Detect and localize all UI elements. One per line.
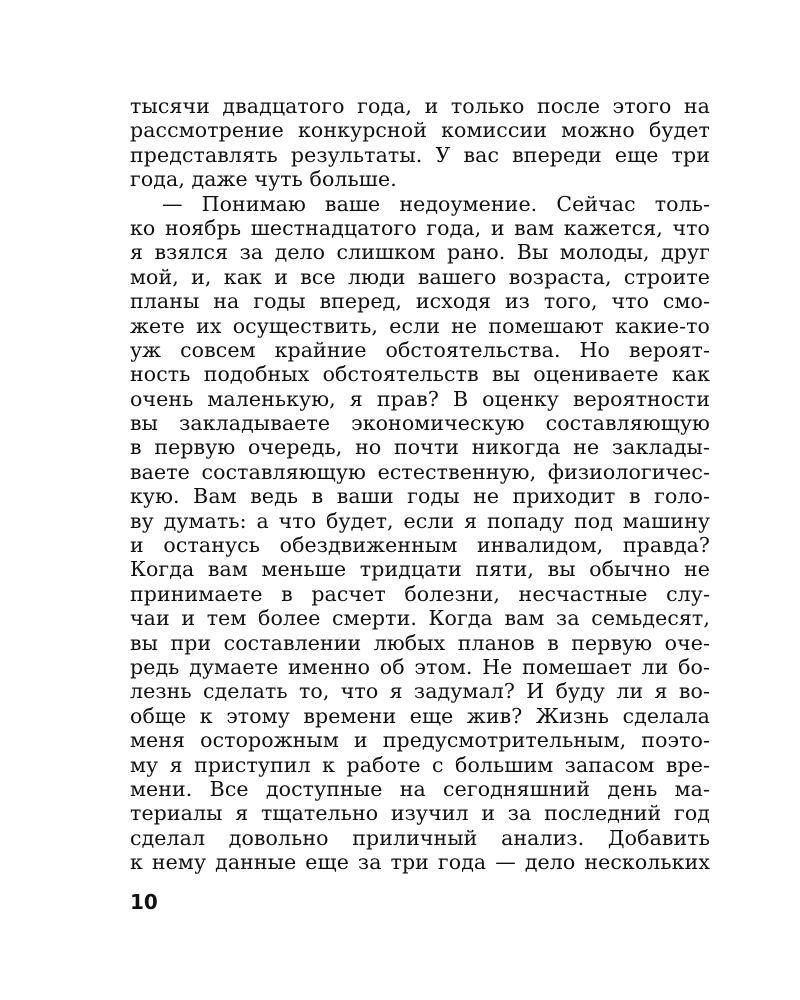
text-line: мени. Все доступные на сегодняшний день ма- [130,776,710,801]
text-line: очень маленькую, я прав? В оценку вероятности [130,386,710,411]
text-line: — Понимаю ваше недоумение. Сейчас толь- [162,191,710,216]
text-line: жете их осуществить, если не помешают какие-то [130,313,710,338]
text-line: обще к этому времени еще жив? Жизнь сделала [130,703,710,728]
page-number: 10 [130,890,158,914]
text-line: ваете составляющую естественную, физиологичес- [130,459,710,484]
text-line: представлять результаты. У вас впереди еще три [130,142,710,167]
text-line: рассмотрение конкурсной комиссии можно будет [130,118,710,143]
text-line: вы закладываете экономическую составляющую [130,411,710,436]
text-line: к нему данные еще за три года — дело нескольких [130,850,710,875]
text-line: ко ноябрь шестнадцатого года, и вам кажется, что [130,215,710,240]
text-line: териалы я тщательно изучил и за последний год [130,801,710,826]
text-line: чаи и тем более смерти. Когда вам за семьдесят, [130,606,710,631]
text-line: сделал довольно приличный анализ. Добавить [130,825,710,850]
text-line: планы на годы вперед, исходя из того, что смо- [130,289,710,314]
text-line: в первую очередь, но почти никогда не заклады- [130,435,710,460]
text-line: и останусь обездвиженным инвалидом, правда? [130,533,710,558]
text-line: уж совсем крайние обстоятельства. Но вероят- [130,337,710,362]
body-text [130,94,710,875]
text-line: тысячи двадцатого года, и только после этого на [130,94,710,118]
text-line: лезнь сделать то, что я задумал? И буду ли я во- [130,679,710,704]
text-line: ву думать: а что будет, если я попаду под машину [130,508,710,533]
text-line: му я приступил к работе с большим запасом вре- [130,752,710,777]
text-line: мой, и, как и все люди вашего возраста, строите [130,264,710,289]
text-line: года, даже чуть больше. [130,167,397,192]
text-line: принимаете в расчет болезни, несчастные слу- [130,581,710,606]
text-line: вы при составлении любых планов в первую оче- [130,630,710,655]
text-line: редь думаете именно об этом. Не помешает ли бо- [130,654,710,679]
text-line: кую. Вам ведь в ваши годы не приходит в голо- [130,484,710,509]
text-line: ность подобных обстоятельств вы оцениваете как [130,362,710,387]
text-line: я взялся за дело слишком рано. Вы молоды, друг [130,240,710,265]
text-line: Когда вам меньше тридцати пяти, вы обычно не [130,557,710,582]
text-line: меня осторожным и предусмотрительным, поэто- [130,728,710,753]
